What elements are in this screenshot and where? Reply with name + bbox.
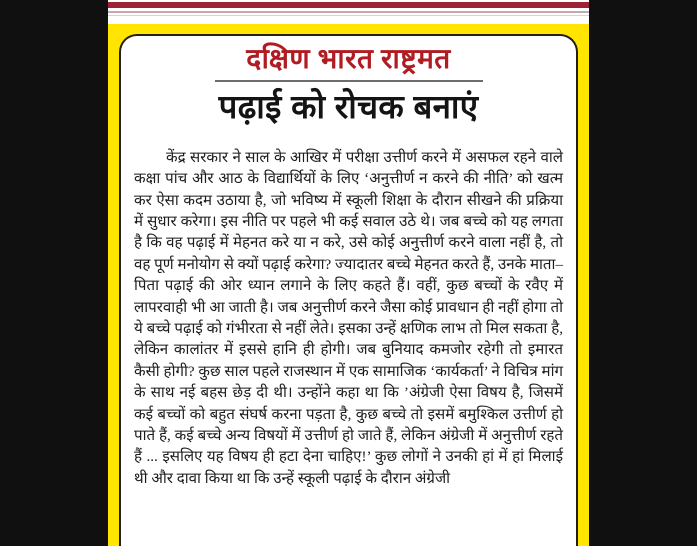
yellow-frame [108,24,589,546]
stripe-mauve-thin [108,11,589,13]
right-black-gutter [589,0,697,546]
publication-masthead: दक्षिण भारत राष्ट्रमत [246,44,451,75]
stripe-maroon-thick [108,2,589,8]
masthead-divider-rule [215,80,483,82]
stripe-hairline [108,15,589,16]
left-black-gutter [0,0,108,546]
article-card [119,34,578,546]
top-stripe-band [108,0,589,26]
article-body [134,148,563,491]
paper-column [108,0,589,546]
article-headline: पढ़ाई को रोचक बनाएं [218,88,479,126]
article-paragraph: केंद्र सरकार ने साल के आखिर में परीक्षा उत्तीर्ण करने में असफल रहने वाले कक्षा पांच और आठ के विद्यार्थियों के लिए ‘अनुत्तीर्ण न करने की नीति’ को खत्म कर ऐसा कदम उठाया है, जो भविष्य में स्कूली शिक्षा के दौरान सीखने की प्रक्रिया में सुधार करेगा। इस नीति पर पहले भी कई सवाल उठे थे। जब बच्चे को यह लगता है कि वह पढ़ाई में मेहनत करे या न करे, उसे कोई अनुत्तीर्ण करने वाला नहीं है, तो वह पूर्ण मनोयोग से क्यों पढ़ाई करेगा? ज्यादातर बच्चे मेहनत करते हैं, उनके माता–पिता पढ़ाई की ओर ध्यान लगाने के लिए कहते हैं। वहीं, कुछ बच्चों के रवैए में लापरवाही भी आ जाती है। जब अनुत्तीर्ण करने जैसा कोई प्रावधान ही नहीं होगा तो ये बच्चे पढ़ाई को गंभीरता से नहीं लेते। इसका उन्हें क्षणिक लाभ तो मिल सकता है, लेकिन कालांतर में इससे हानि ही होगी। जब बुनियाद कमजोर रहेगी तो इमारत कैसी होगी? कुछ साल पहले राजस्थान में एक सामाजिक ‘कार्यकर्ता’ ने विचित्र मांग के साथ नई बहस छेड़ दी थी। उन्होंने कहा था कि ’अंग्रेजी ऐसा विषय है, जिसमें कई बच्चों को बहुत संघर्ष करना पड़ता है, कुछ बच्चे तो इसमें बमुश्किल उत्तीर्ण हो पाते हैं, कई बच्चे अन्य विषयों में उत्तीर्ण हो जाते हैं, लेकिन अंग्रेजी में अनुत्तीर्ण रहते हैं ... इसलिए यह विषय ही हटा देना चाहिए!’ कुछ लोगों ने उनकी हां में हां मिलाई थी और दावा किया था कि उन्हें स्कूली पढ़ाई के दौरान अंग्रेजी [134,149,563,487]
